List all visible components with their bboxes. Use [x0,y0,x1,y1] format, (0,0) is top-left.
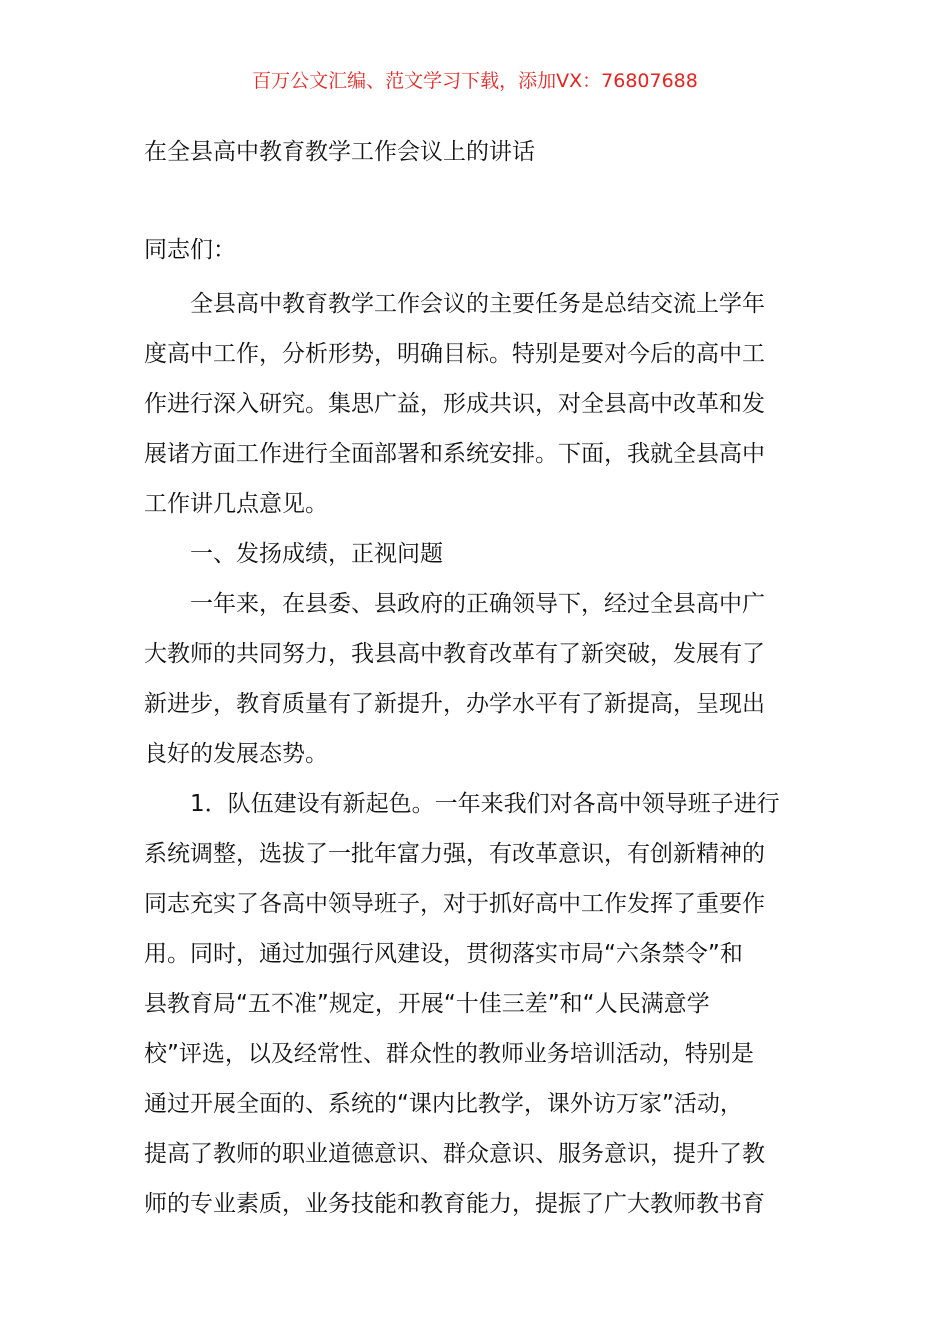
text-line: 师的专业素质，业务技能和教育能力，提振了广大教师教书育 [144,1191,765,1217]
text-line: 系统调整，选拔了一批年富力强，有改革意识，有创新精神的 [144,841,765,867]
document-title: 在全县高中教育教学工作会议上的讲话 [144,139,535,165]
text-line: 大教师的共同努力，我县高中教育改革有了新突破，发展有了 [144,641,765,667]
text-line: 度高中工作，分析形势，明确目标。特别是要对今后的高中工 [144,341,765,367]
text-line: 全县高中教育教学工作会议的主要任务是总结交流上学年 [190,291,765,317]
text-line: 同志充实了各高中领导班子，对于抓好高中工作发挥了重要作 [144,891,765,917]
text-line: 用。同时，通过加强行风建设，贯彻落实市局“六条禁令”和 [144,941,743,967]
text-line: 新进步，教育质量有了新提升，办学水平有了新提高，呈现出 [144,691,765,717]
text-line: 一年来，在县委、县政府的正确领导下，经过全县高中广 [190,591,765,617]
text-line: 校”评选，以及经常性、群众性的教师业务培训活动，特别是 [144,1041,754,1067]
text-line: 工作讲几点意见。 [144,491,328,517]
text-line: 提高了教师的职业道德意识、群众意识、服务意识，提升了教 [144,1141,765,1167]
section-heading: 一、发扬成绩，正视问题 [190,541,443,567]
body-text [144,279,808,1229]
text-line: 县教育局“五不准”规定，开展“十佳三差”和“人民满意学 [144,991,710,1017]
watermark-banner: 百万公文汇编、范文学习下载，添加VX：76807688 [252,70,698,92]
text-line: 良好的发展态势。 [144,741,328,767]
text-line: 展诸方面工作进行全面部署和系统安排。下面，我就全县高中 [144,441,765,467]
text-line: 通过开展全面的、系统的“课内比教学，课外访万家”活动， [144,1091,743,1117]
text-line: 1．队伍建设有新起色。一年来我们对各高中领导班子进行 [190,791,780,817]
text-line: 作进行深入研究。集思广益，形成共识，对全县高中改革和发 [144,391,765,417]
salutation: 同志们： [144,237,236,263]
